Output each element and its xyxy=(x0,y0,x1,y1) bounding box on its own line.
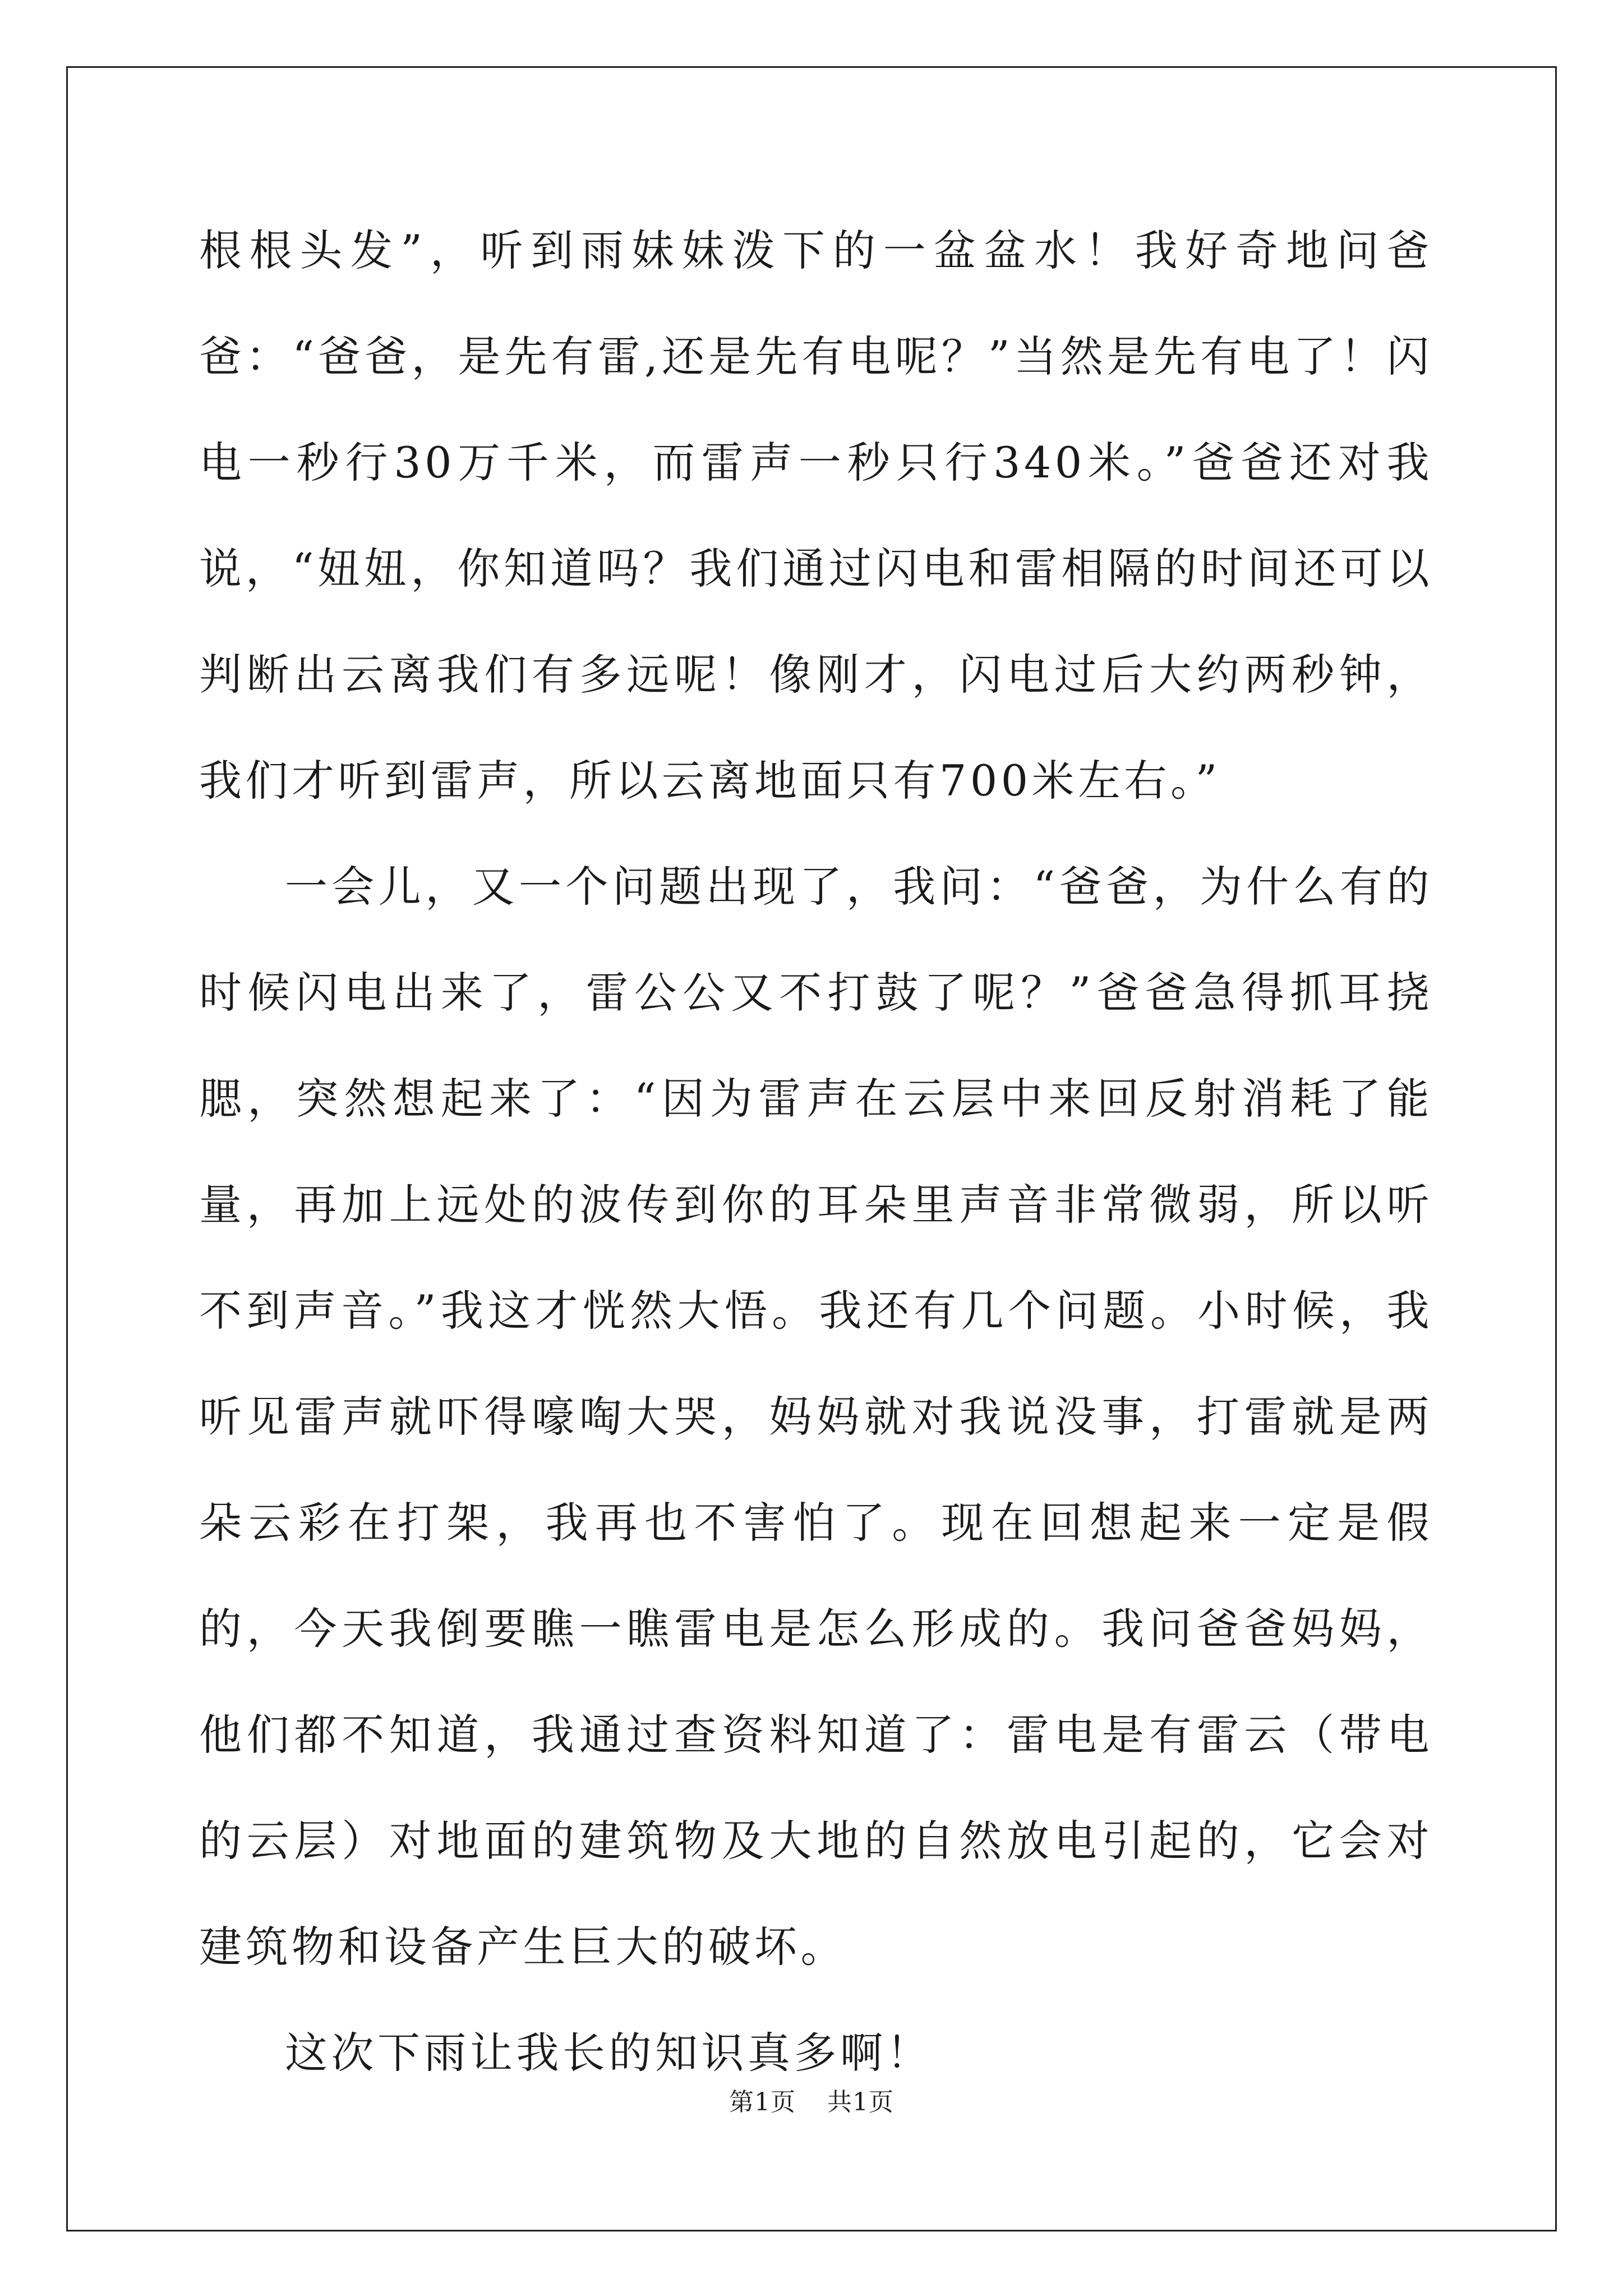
paragraph-1: 根根头发”，听到雨妹妹泼下的一盆盆水！我好奇地问爸爸：“爸爸，是先有雷,还是先有电呢？”当然是先有电了！闪电一秒行30万千米，而雷声一秒只行340米。”爸爸还对我说，“妞妞，你知道吗？我们通过闪电和雷相隔的时间还可以判断出云离我们有多远呢！像刚才，闪电过后大约两秒钟，我们才听到雷声，所以云离地面只有700米左右。” xyxy=(199,226,1433,806)
page-number: 第1页 xyxy=(729,2088,796,2116)
page-total: 共1页 xyxy=(827,2088,894,2116)
paragraph-2: 一会儿，又一个问题出现了，我问：“爸爸，为什么有的时候闪电出来了，雷公公又不打鼓了呢？”爸爸急得抓耳挠腮，突然想起来了：“因为雷声在云层中来回反射消耗了能量，再加上远处的波传到你的耳朵里声音非常微弱，所以听不到声音。”我这才恍然大悟。我还有几个问题。小时候，我听见雷声就吓得嚎啕大哭，妈妈就对我说没事，打雷就是两朵云彩在打架，我再也不害怕了。现在回想起来一定是假的，今天我倒要瞧一瞧雷电是怎么形成的。我问爸爸妈妈，他们都不知道，我通过查资料知道了：雷电是有雷云（带电的云层）对地面的建筑物及大地的自然放电引起的，它会对建筑物和设备产生巨大的破坏。 xyxy=(199,862,1433,1972)
page-footer xyxy=(0,2086,1623,2119)
paragraph-3: 这次下雨让我长的知识真多啊！ xyxy=(285,2028,933,2078)
document-body xyxy=(199,197,1433,2106)
